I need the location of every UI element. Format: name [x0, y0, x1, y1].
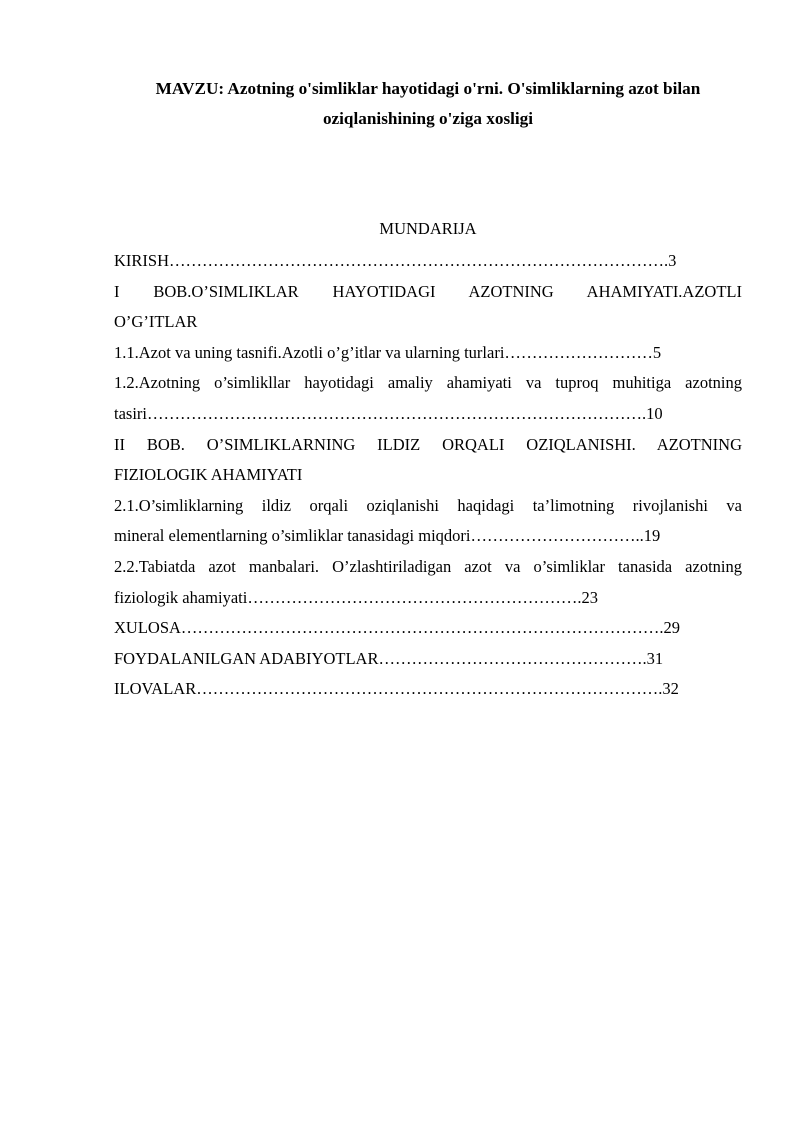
toc-entry-adabiyotlar: FOYDALANILGAN ADABIYOTLAR………………………………………….31 — [114, 648, 664, 668]
document-title — [114, 74, 742, 134]
toc-heading: MUNDARIJA — [379, 219, 477, 238]
toc-entry-1-2: 1.2.Azotning o’simlikllar hayotidagi amaliy ahamiyati va tuproq muhitiga azotning — [114, 373, 742, 393]
toc-entry-ilovalar: ILOVALAR………………………………………………………………………….32 — [114, 679, 679, 699]
toc-entry-2-2-cont: fiziologik ahamiyati…………………………………………………….23 — [114, 587, 598, 607]
document-page — [114, 74, 742, 699]
toc-entry-kirish: KIRISH……………………………………………………………………………….3 — [114, 251, 677, 270]
toc-entry-2-1: 2.1.O’simliklarning ildiz orqali oziqlanishi haqidagi ta’limotning rivojlanishi va — [114, 495, 742, 515]
toc-entry-1-2-cont: tasiri……………………………………………………………………………….10 — [114, 403, 663, 423]
toc-chapter-1-heading: I BOB.O’SIMLIKLAR HAYOTIDAGI AZOTNING AHAMIYATI.AZOTLI — [114, 281, 742, 301]
toc-entry-xulosa: XULOSA…………………………………………………………………………….29 — [114, 618, 681, 638]
toc-chapter-2-heading-cont: FIZIOLOGIK AHAMIYATI — [114, 465, 303, 485]
title-line-2: oziqlanishining o'ziga xosligi — [322, 109, 534, 128]
toc-chapter-1-heading-cont: O’G’ITLAR — [114, 312, 198, 332]
toc-chapter-2-heading: II BOB. O’SIMLIKLARNING ILDIZ ORQALI OZIQLANISHI. AZOTNING — [114, 434, 742, 454]
table-of-contents — [114, 246, 742, 705]
title-line-1: MAVZU: Azotning o'simliklar hayotidagi o'rni. O'simliklarning azot bilan — [155, 79, 701, 98]
toc-entry-2-2: 2.2.Tabiatda azot manbalari. O’zlashtiriladigan azot va o’simliklar tanasida azotning — [114, 556, 742, 576]
toc-entry-1-1: 1.1.Azot va uning tasnifi.Azotli o’g’itlar va ularning turlari………………………5 — [114, 342, 662, 362]
toc-entry-2-1-cont: mineral elementlarning o’simliklar tanasidagi miqdori…………………………..19 — [114, 526, 661, 546]
